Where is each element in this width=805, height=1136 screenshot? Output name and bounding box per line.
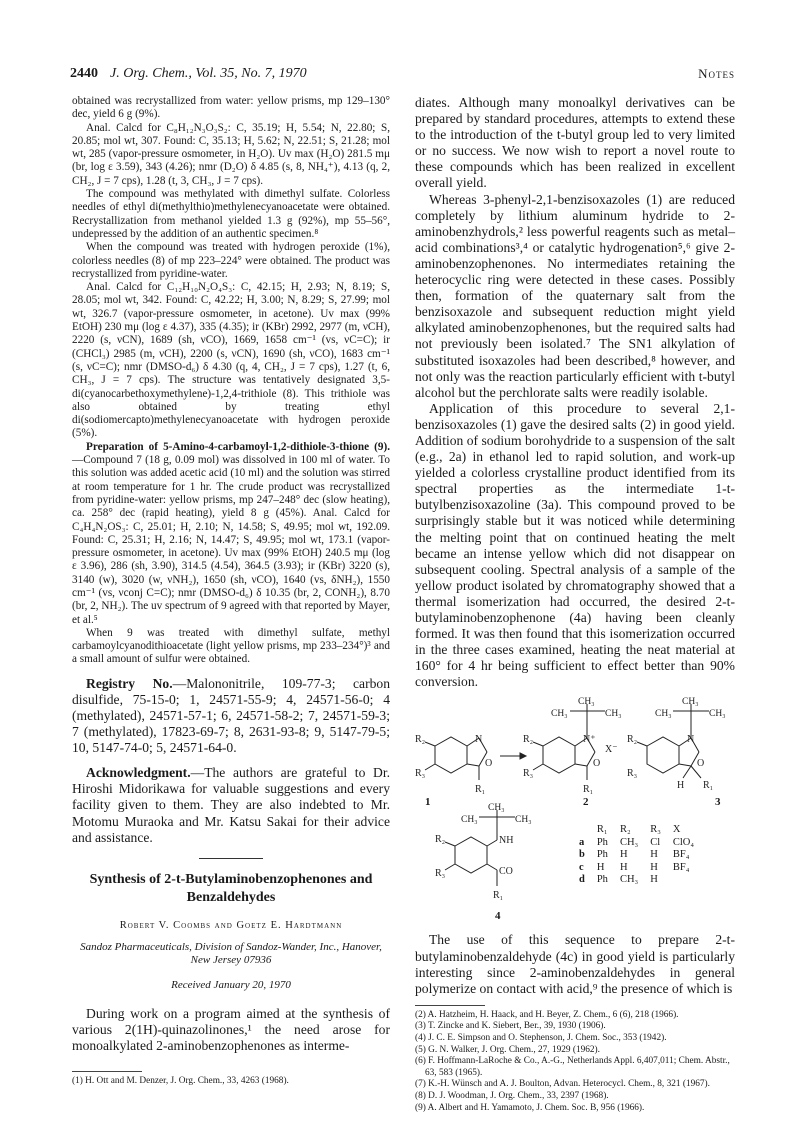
- paragraph: obtained was recrystallized from water: yellow prisms, mp 129–130° dec, yield 6 g (9%).: [72, 95, 390, 121]
- registry-body: —Malononitrile, 109-77-3; carbon disulfide, 75-15-0; 1, 24571-55-9; 4, 24571-56-0; 4 (methylated), 24571-57-1; 6, 24571-58-2; 7, 24571-59-3; 7 (methylated), 17823-69-7; 8, 2631-93-8; 9, 5147-79-5; 10, 5147-74-0; 5, 24571-64-0.: [72, 675, 390, 756]
- ch3-label: CH₃: [551, 709, 568, 720]
- acknowledgment-heading: Acknowledgment.: [86, 765, 191, 781]
- svg-text:R₃: R₃: [523, 768, 534, 780]
- substituent-table: [573, 824, 700, 887]
- paragraph: Anal. Calcd for C₈H₁₂N₃O₃S₂: C, 35.19; H, 5.54; N, 22.80; S, 20.85; mol wt, 307. Found: C, 35.13; H, 5.62; N, 22.51; S, 21.28; mol wt, 285 (vapor-pressure osmometer, in H₂O). Uv max (H₂O) 281.5 mμ (br, log ε 3.59), 343 (4.26); nmr (D₂O) δ 4.85 (s, 8, NH₄⁺), 4.13 (q, 2, CH₂, J = 7 cps), 1.28 (t, 3, CH₃, J = 7 cps).: [72, 121, 390, 187]
- right-column: [415, 95, 735, 1114]
- article-title: Synthesis of 2-t-Butylaminobenzophenones and Benzaldehydes: [89, 871, 373, 905]
- footnote: (3) T. Zincke and K. Siebert, Ber., 39, 1930 (1906).: [415, 1021, 606, 1032]
- paragraph: Application of this procedure to several 2,1-benzisoxazoles (1) gave the desired salts (2) in good yield. Addition of sodium borohydride to a suspension of the salt (e.g., 2a) in ethanol led to rapid solution, and work-up yielded a colorless crystalline product identified from its spectral properties as the intermediate 1-t-butylbenzisoxazoline (3a). This compound proved to be surprisingly stable but it was noticed while determining the melting point that on continued heating the melt became an intense yellow which did not disappear on subsequent cooling. Spectral analysis of a sample of the yellow product isolated by chromatography showed that a thermal isomerization had occurred, the desired 2-t-butylaminobenzophenone (4a) having been cleanly formed. It was then found that this isomerization occurred in the three cases examined, heating the neat material at 160° for 4 hr being sufficient to effect better than 90% conversion.: [415, 400, 735, 690]
- svg-text:R₂: R₂: [523, 734, 534, 746]
- registry-numbers: [72, 676, 390, 756]
- paragraph: When the compound was treated with hydrogen peroxide (1%), colorless needles (8) of mp 223–224° were obtained. The product was recrystallized from pyridine-water.: [72, 241, 390, 280]
- svg-text:R₂: R₂: [627, 734, 638, 746]
- footnote: (4) J. C. E. Simpson and O. Stephenson, J. Chem. Soc., 353 (1942).: [415, 1033, 667, 1044]
- ch3-label: CH₃: [515, 815, 532, 826]
- registry-heading: Registry No.: [86, 675, 173, 691]
- svg-text:NH: NH: [499, 835, 514, 847]
- svg-text:R₁: R₁: [493, 890, 504, 902]
- svg-text:R₂: R₂: [415, 734, 426, 746]
- table-row: b Ph H H BF₄: [579, 849, 690, 861]
- reaction-scheme: [415, 696, 735, 928]
- compound-label-2: 2: [583, 796, 589, 809]
- table-row: d Ph CH₃ H: [579, 874, 658, 886]
- left-column: [72, 95, 390, 1087]
- footnote: (8) D. J. Woodman, J. Org. Chem., 33, 2397 (1968).: [415, 1091, 609, 1101]
- ch3-label: CH₃: [655, 709, 672, 720]
- paragraph: The compound was methylated with dimethyl sulfate. Colorless needles of ethyl di(methylthio)methylenecyanoacetate were obtained. Recrystallization from methanol yielded 1.3 g (92%), mp 55–56°, undepressed by the addition of an authentic specimen.⁸: [72, 188, 390, 240]
- acknowledgment: [72, 765, 390, 845]
- counterion-label: X⁻: [605, 744, 618, 756]
- compound-label-4: 4: [495, 910, 501, 923]
- intro-paragraph: During work on a program aimed at the synthesis of various 2(1H)-quinazolinones,¹ the need arose for monoalkylated 2-aminobenzophenones as interme-: [72, 1006, 390, 1054]
- compound-label-3: 3: [715, 796, 721, 809]
- ch3-label: CH₃: [578, 697, 595, 708]
- footnote: (9) A. Albert and H. Yamamoto, J. Chem. Soc. B, 956 (1966).: [415, 1102, 645, 1113]
- svg-text:R₃: R₃: [415, 768, 426, 780]
- table-header-row: R₁ R₂ R₃ X: [596, 824, 681, 836]
- svg-text:O: O: [697, 758, 705, 770]
- page-header: [70, 66, 735, 86]
- footnote-divider: [415, 1005, 485, 1006]
- received-date: Received January 20, 1970: [171, 979, 291, 991]
- paragraph-body: —Compound 7 (18 g, 0.09 mol) was dissolved in 100 ml of water. To this solution was added acetic acid (10 ml) and the solution was stirred at room temperature for 1 hr. The crude product was recrystallized from pyridine-water: yellow prisms, mp 247–248° dec (slow heating), ca. 258° dec (rapid heating), yield 8 g (45%). Anal. Calcd for C₄H₄N₂OS₃: C, 25.01; H, 2.10; N, 14.58; S, 49.95; mol wt, 192.09. Found: C, 25.31; H, 2.16; N, 14.47; S, 49.95; mol wt, 173.1 (vapor-pressure osmometer, in acetone). Uv max (99% EtOH) 240.5 mμ (log ε 3.96), 286 (sh, 3.90), 314.5 (4.54), 364.5 (3.93); ir (KBr) 3220 (s), 3140 (w), 3020 (w, νNH₂), 1650 (sh, νCO), 1640 (vs, δNH₂), 1550 cm⁻¹ (vs, νconj C=C); nmr (DMSO-d₆) δ 10.35 (br, 2, CONH₂), 8.70 (br, 2, NH₂). The uv spectrum of 9 agreed with that reported by Mayer, et al.⁵: [72, 454, 390, 626]
- article-affiliation: Sandoz Pharmaceuticals, Division of Sandoz-Wander, Inc., Hanover, New Jersey 07936: [80, 941, 382, 966]
- article-authors: Robert V. Coombs and Goetz E. Hardtmann: [119, 919, 343, 931]
- section-name: Notes: [698, 66, 735, 81]
- svg-text:O: O: [485, 758, 493, 770]
- table-row: a Ph CH₃ Cl ClO₄: [579, 836, 695, 848]
- footnote-1: (1) H. Ott and M. Denzer, J. Org. Chem., 33, 4263 (1968).: [72, 1075, 289, 1086]
- svg-text:N⁺: N⁺: [583, 734, 596, 746]
- paragraph: [72, 441, 390, 627]
- footnote: (7) K.-H. Wünsch and A. J. Boulton, Advan. Heterocycl. Chem., 8, 321 (1967).: [415, 1079, 710, 1090]
- footnotes: [415, 1010, 735, 1114]
- paragraph: Whereas 3-phenyl-2,1-benzisoxazoles (1) are reduced completely by lithium aluminum hydride to 2-aminobenzhydrols,² less powerful reagents such as metal–acid combinations³,⁴ or catalytic hydrogenation⁵,⁶ give 2-aminobenzophenones. No intermediates retaining the heterocyclic ring were detected in these cases. Possibly then, formation of the quaternary salt from the benzisoxazole and subsequent reduction might yield alkylated aminobenzophenones, but the required salts had not previously been isolated.⁷ The SN1 alkylation of substituted isoxazoles had been described,⁸ however, and not only was the reaction particularly efficient with t-butyl alcohol but the perchlorate salts were readily isolable.: [415, 191, 735, 400]
- svg-text:R₂: R₂: [435, 834, 446, 846]
- ch3-label: CH₃: [461, 815, 478, 826]
- paragraph: The use of this sequence to prepare 2-t-butylaminobenzaldehyde (4c) in good yield is particularly interesting since 2-aminobenzaldehydes in general polymerize on contact with acid,⁹ the presence of which is: [415, 932, 735, 996]
- svg-text:R₁: R₁: [583, 784, 594, 796]
- svg-text:R₃: R₃: [627, 768, 638, 780]
- paragraph: diates. Although many monoalkyl derivatives can be prepared by standard procedures, attempts to extend these to the introduction of the t-butyl group led to very limited or no success. We now wish to report a novel route to these compounds which has been realized in excellent overall yield.: [415, 95, 735, 191]
- footnote-divider: [72, 1071, 142, 1072]
- svg-text:R₃: R₃: [435, 868, 446, 880]
- footnote: (5) G. N. Walker, J. Org. Chem., 27, 1929 (1962).: [415, 1044, 600, 1055]
- svg-text:N: N: [687, 734, 695, 746]
- footnote: (2) A. Hatzheim, H. Haack, and H. Beyer, Z. Chem., 6 (6), 218 (1966).: [415, 1009, 679, 1020]
- ch3-label: CH₃: [605, 709, 622, 720]
- paragraph-heading: Preparation of 5-Amino-4-carbamoyl-1,2-dithiole-3-thione (9).: [86, 440, 390, 453]
- section-divider: [199, 858, 263, 859]
- svg-text:CO: CO: [499, 866, 513, 878]
- ch3-label: CH₃: [488, 803, 505, 814]
- svg-text:R₁: R₁: [703, 780, 714, 792]
- journal-citation: J. Org. Chem., Vol. 35, No. 7, 1970: [110, 66, 307, 81]
- ch3-label: CH₃: [682, 697, 699, 708]
- ch3-label: CH₃: [709, 709, 726, 720]
- svg-text:H: H: [677, 780, 685, 792]
- paragraph: When 9 was treated with dimethyl sulfate, methyl carbamoylcyanodithioacetate (light yellow prisms, mp 233–234°)³ and a small amount of sulfur were obtained.: [72, 626, 390, 666]
- compound-label-1: 1: [425, 796, 431, 809]
- acknowledgment-body: —The authors are grateful to Dr. Hiroshi Midorikawa for valuable suggestions and every facility given to them. They are also indebted to Mr. Motomu Muraoka and Mr. Katsu Sakai for their advice and assistance.: [72, 765, 390, 845]
- footnote: (6) F. Hoffmann-LaRoche & Co., A.-G., Netherlands Appl. 6,407,011; Chem. Abstr., 63, 583 (1965).: [415, 1056, 730, 1078]
- page-number: 2440: [70, 66, 98, 81]
- svg-text:R₁: R₁: [475, 784, 486, 796]
- paragraph: Anal. Calcd for C₁₂H₁₀N₂O₄S₃: C, 42.15; H, 2.93; N, 8.19; S, 28.05; mol wt, 342. Found: C, 42.22; H, 3.00; N, 8.29; S, 27.99; mol wt, 326.7 (vapor-pressure osmometer, in acetone). Uv max (99% EtOH) 230 mμ (log ε 4.37), 335 (4.35); ir (KBr) 2992, 2977 (m, νCH), 2220 (s, νCN), 1689 (sh, νCO), 1669, 1658 cm⁻¹ (vs, νC=C); ir (CHCl₃) 2985 (m, νCH), 2200 (s, νCN), 1690 (sh, νCO), 1683 cm⁻¹ (s, νC=C); nmr (DMSO-d₆) δ 4.30 (q, 4, CH₂, J = 7 cps), 1.27 (t, 6, CH₃, J = 7 cps). The structure was tentatively designated 3,5-di(cyanocarbethoxymethylene)-1,2,4-trithiole (8). This trithiole was also obtained by treating ethyl di(sodiomercapto)methylenecyanoacetate with hydrogen peroxide (5%).: [72, 281, 390, 440]
- svg-text:N: N: [475, 734, 483, 746]
- table-row: c H H H BF₄: [579, 861, 690, 873]
- svg-text:O: O: [593, 758, 601, 770]
